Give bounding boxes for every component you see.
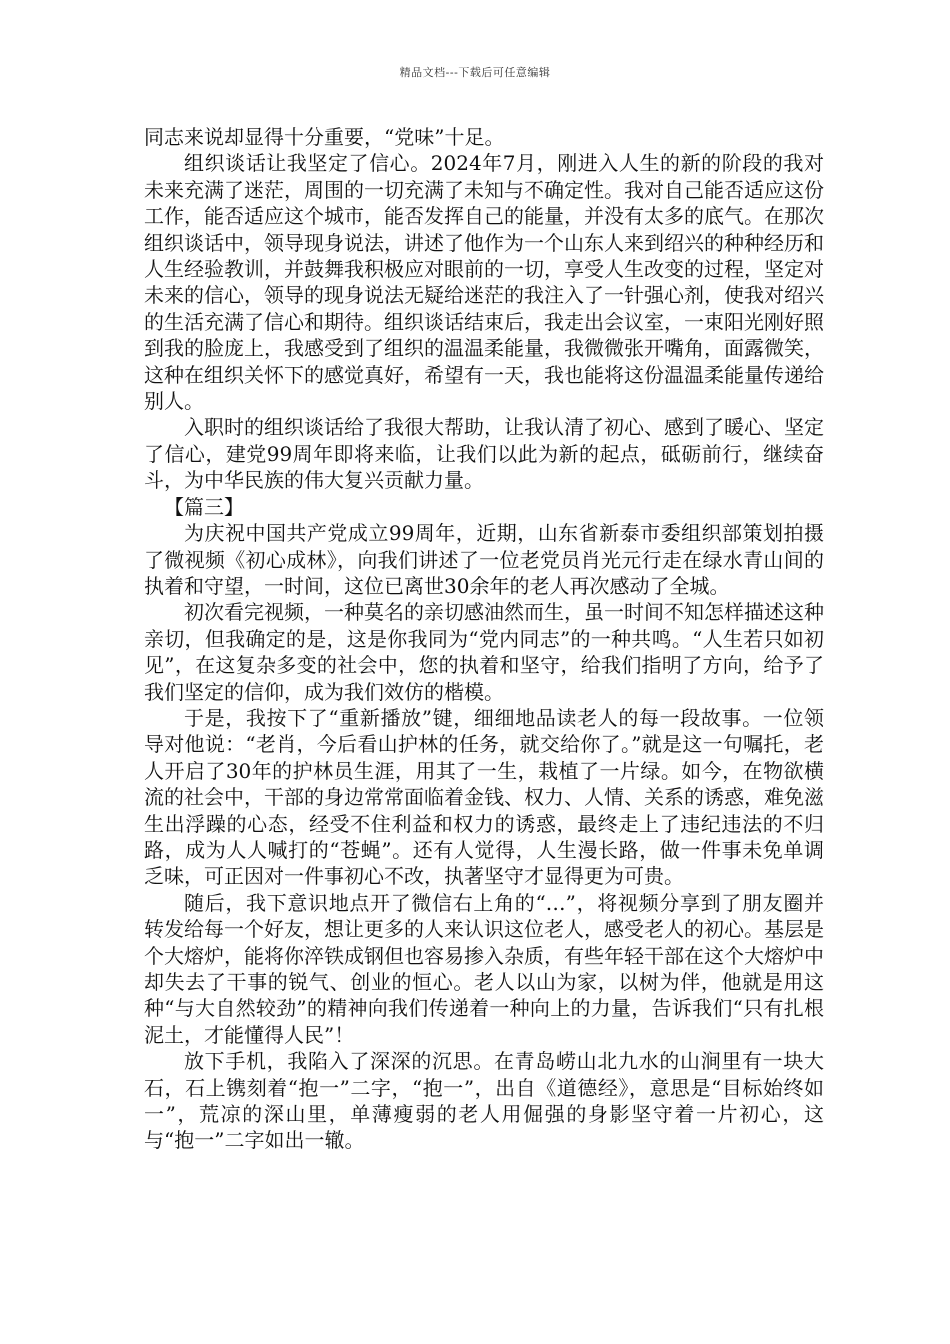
paragraph: 入职时的组织谈话给了我很大帮助，让我认清了初心、感到了暖心、坚定了信心，建党99周年即将来临，让我们以此为新的起点，砥砺前行，继续奋斗，为中华民族的伟大复兴贡献力量。	[144, 415, 824, 493]
paragraph: 初次看完视频，一种莫名的亲切感油然而生，虽一时间不知怎样描述这种亲切，但我确定的是，这是你我同为“党内同志”的一种共鸣。“人生若只如初见”，在这复杂多变的社会中，您的执着和坚守，给我们指明了方向，给予了我们坚定的信仰，成为我们效仿的楷模。	[144, 600, 824, 704]
paragraph: 为庆祝中国共产党成立99周年，近期，山东省新泰市委组织部策划拍摄了微视频《初心成林》，向我们讲述了一位老党员肖光元行走在绿水青山间的执着和守望，一时间，这位已离世30余年的老人再次感动了全城。	[144, 521, 824, 598]
paragraph: 随后，我下意识地点开了微信右上角的“…”，将视频分享到了朋友圈并转发给每一个好友，想让更多的人来认识这位老人，感受老人的初心。基层是个大熔炉，能将你淬铁成钢但也容易掺入杂质，有些年轻干部在这个大熔炉中却失去了干事的锐气、创业的恒心。老人以山为家，以树为伴，他就是用这种“与大自然较劲”的精神向我们传递着一种向上的力量，告诉我们“只有扎根泥土，才能懂得人民”！	[144, 890, 824, 1047]
paragraph: 组织谈话让我坚定了信心。2024年7月，刚进入人生的新的阶段的我对未来充满了迷茫，周围的一切充满了未知与不确定性。我对自己能否适应这份工作，能否适应这个城市，能否发挥自己的能量，并没有太多的底气。在那次组织谈话中，领导现身说法，讲述了他作为一个山东人来到绍兴的种种经历和人生经验教训，并鼓舞我积极应对眼前的一切，享受人生改变的过程，坚定对未来的信心，领导的现身说法无疑给迷茫的我注入了一针强心剂，使我对绍兴的生活充满了信心和期待。组织谈话结束后，我走出会议室，一束阳光刚好照到我的脸庞上，我感受到了组织的温温柔能量，我微微张开嘴角，面露微笑，这种在组织关怀下的感觉真好，希望有一天，我也能将这份温温柔能量传递给别人。	[144, 151, 824, 414]
paragraph-continuation: 同志来说却显得十分重要，“党味”十足。	[144, 125, 505, 149]
document-body	[144, 124, 824, 1154]
paragraph: 于是，我按下了“重新播放”键，细细地品读老人的每一段故事。一位领导对他说：“老肖，今后看山护林的任务，就交给你了。”就是这一句嘱托，老人开启了30年的护林员生涯，用其了一生，栽植了一片绿。如今，在物欲横流的社会中，干部的身边常常面临着金钱、权力、人情、关系的诱惑，难免滋生出浮躁的心态，经受不住利益和权力的诱惑，最终走上了违纪违法的不归路，成为人人喊打的“苍蝇”。还有人觉得，人生漫长路，做一件事未免单调乏味，可正因对一件事初心不改，执著坚守才显得更为可贵。	[144, 705, 824, 889]
section-heading: 【篇三】	[164, 494, 244, 519]
page-header: 精品文档---下载后可任意编辑	[399, 66, 551, 79]
paragraph: 放下手机，我陷入了深深的沉思。在青岛崂山北九水的山涧里有一块大石，石上镌刻着“抱一”二字，“抱一”，出自《道德经》，意思是“目标始终如一”，荒凉的深山里，单薄瘦弱的老人用倔强的身影坚守着一片初心，这与“抱一”二字如出一辙。	[144, 1049, 824, 1153]
